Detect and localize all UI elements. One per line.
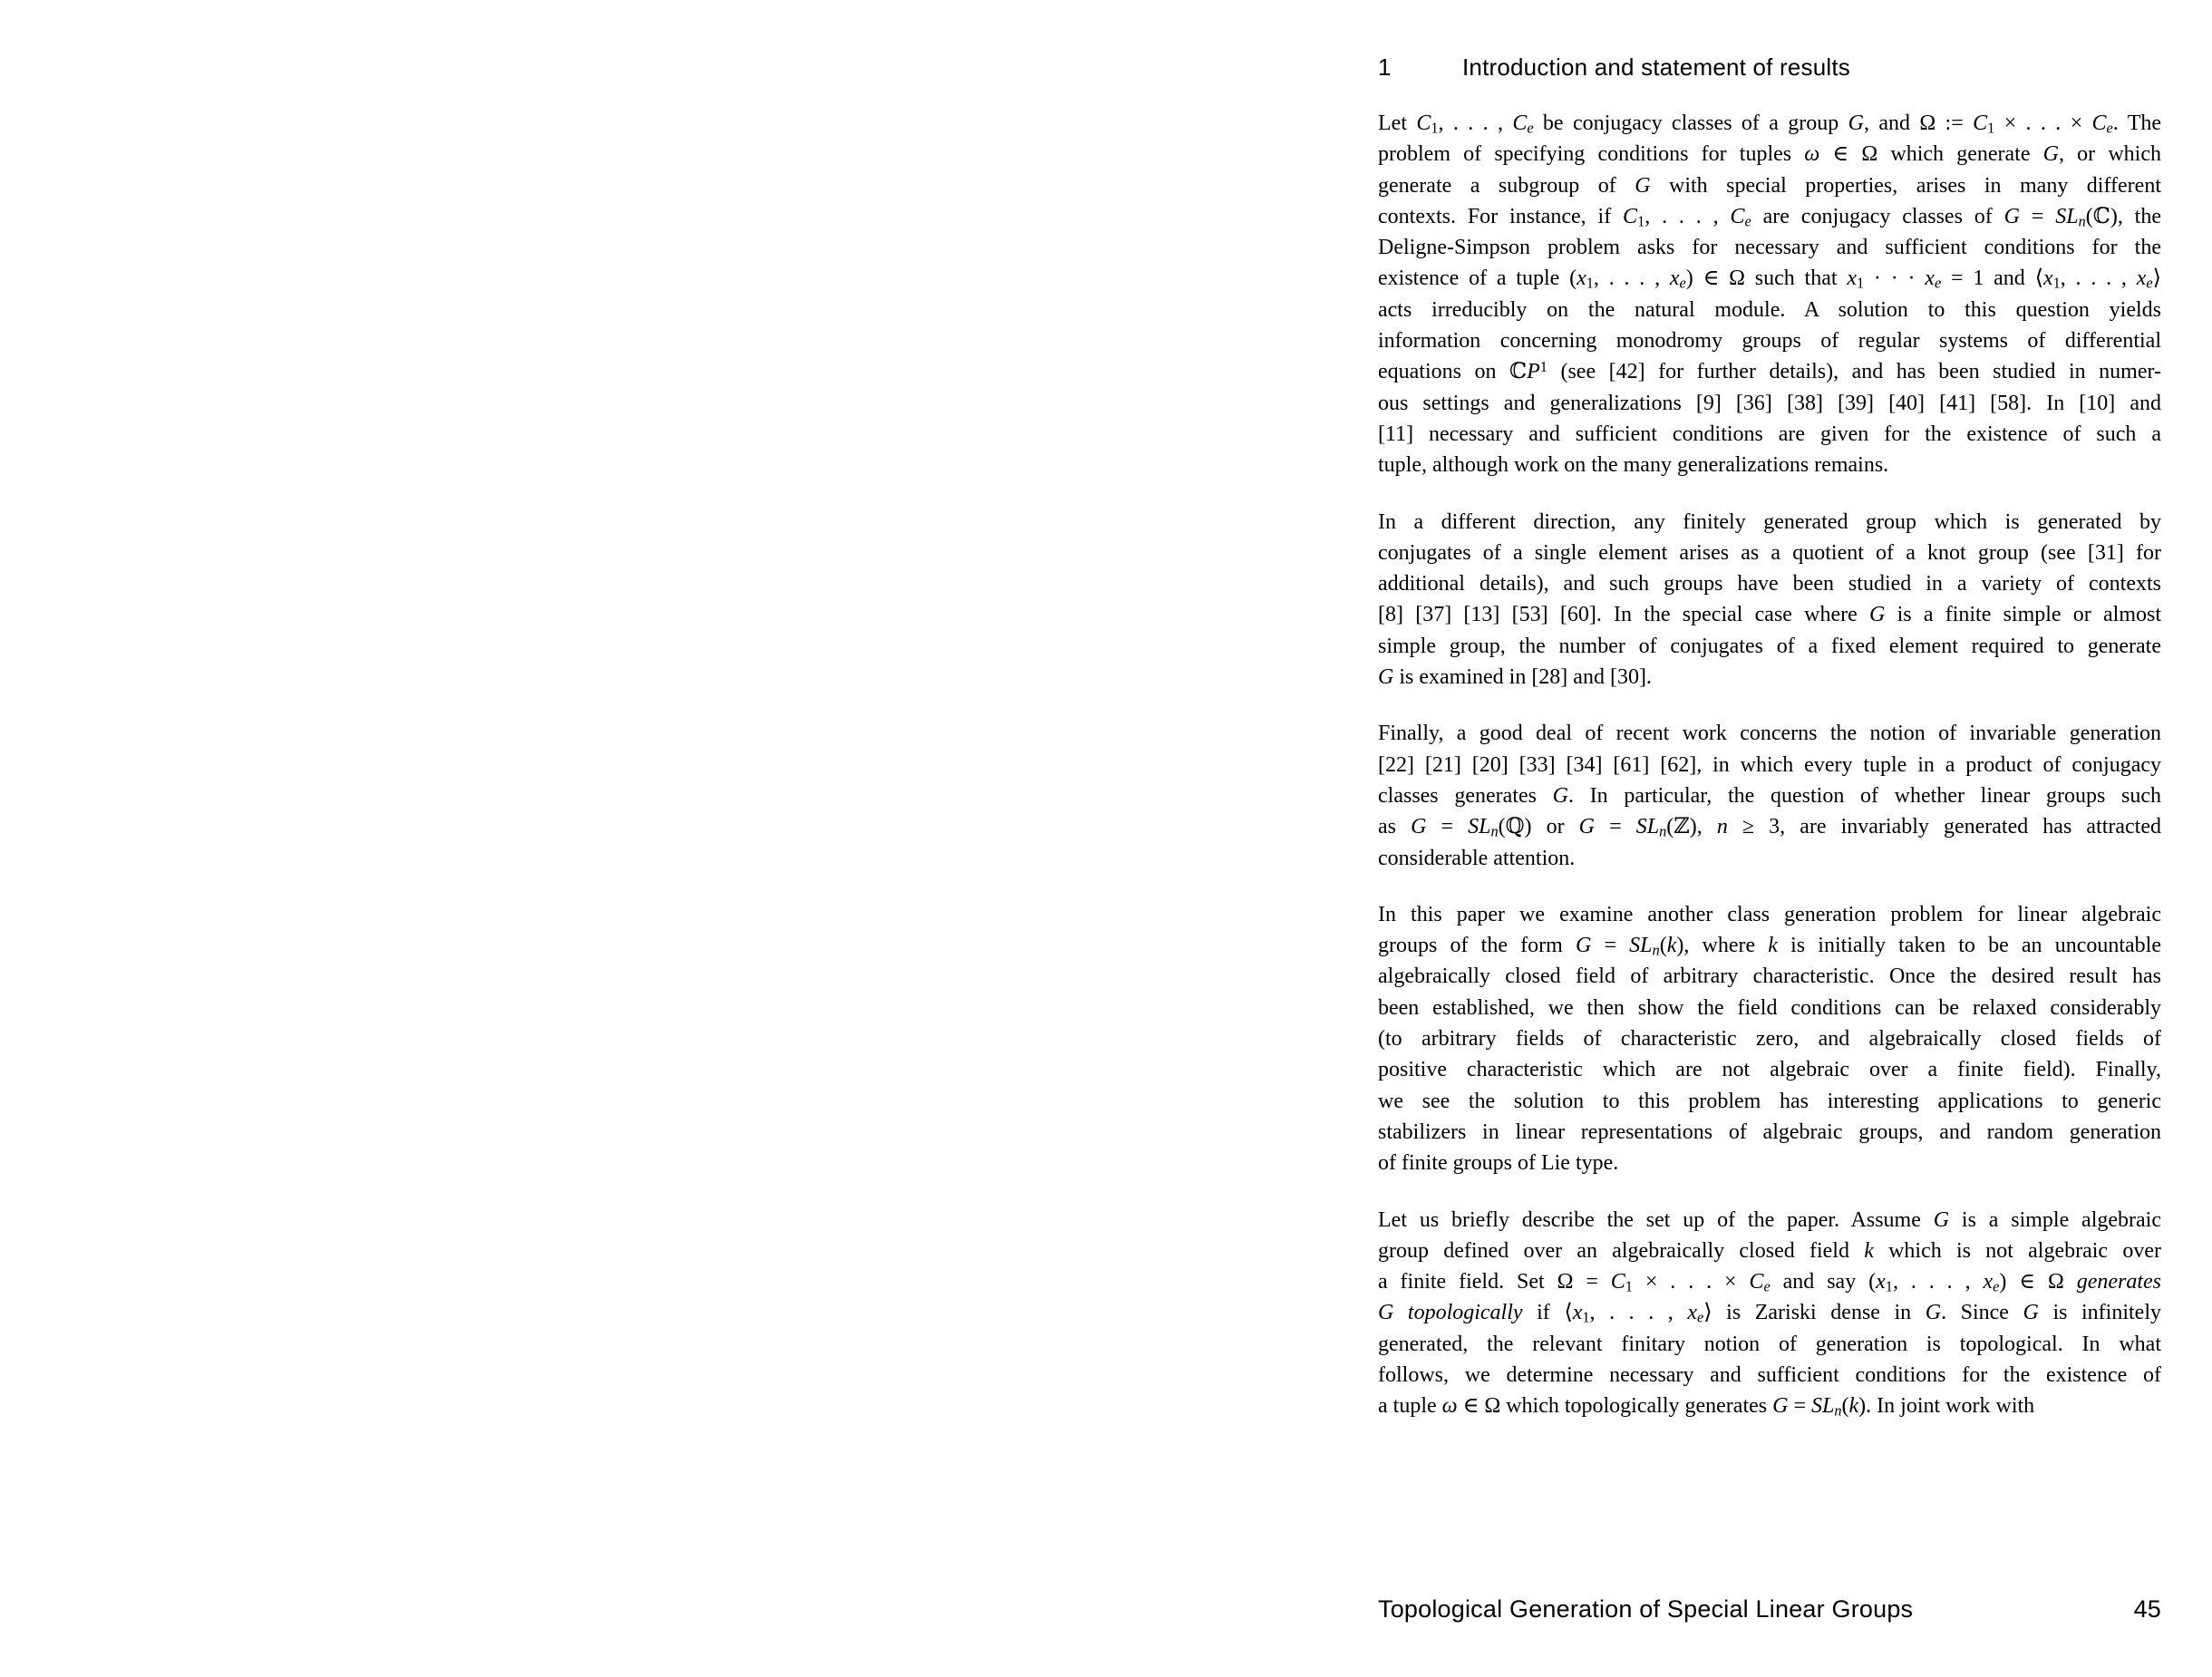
body-line: Finally, a good deal of recent work concerns the notion of invariable generation bbox=[1378, 722, 2161, 746]
paragraph bbox=[1378, 899, 2161, 1179]
body-line: been established, we then show the field conditions can be relaxed considerably bbox=[1378, 995, 2161, 1020]
page-number: 45 bbox=[2133, 1595, 2161, 1623]
body-line: as $G = SL_n(ℚ)$ or $G = SL_n(ℤ)$, n ≥ 3, are invariably generated has attracted bbox=[1378, 815, 2161, 840]
body-line: Let us briefly describe the set up of the paper. Assume G is a simple algebraic bbox=[1378, 1207, 2161, 1232]
body-line: we see the solution to this problem has interesting applications to generic bbox=[1378, 1089, 2161, 1113]
body-line: contexts. For instance, if $C_1$, . . . , $C_e$ are conjugacy classes of $G = SL_n(ℂ)$, the bbox=[1378, 204, 2161, 230]
running-title: Topological Generation of Special Linear Groups bbox=[1378, 1595, 1914, 1623]
body-line: stabilizers in linear representations of algebraic groups, and random generation bbox=[1378, 1120, 2161, 1144]
body-line: (to arbitrary fields of characteristic zero, and algebraically closed fields of bbox=[1378, 1027, 2161, 1052]
body-line: information concerning monodromy groups of regular systems of differential bbox=[1378, 329, 2161, 354]
paragraph bbox=[1378, 1205, 2161, 1422]
body-line: Deligne-Simpson problem asks for necessary and sufficient conditions for the bbox=[1378, 236, 2161, 260]
paragraph bbox=[1378, 507, 2161, 693]
body-line: G is examined in [28] and [30]. bbox=[1378, 665, 1652, 690]
section-title: Introduction and statement of results bbox=[1462, 53, 1850, 81]
body-line: algebraically closed field of arbitrary characteristic. Once the desired result has bbox=[1378, 965, 2161, 989]
body-line: ous settings and generalizations [9] [36] [38] [39] [40] [41] [58]. In [10] and bbox=[1378, 391, 2161, 415]
paragraph bbox=[1378, 718, 2161, 873]
body-line: [11] necessary and sufficient conditions are given for the existence of such a bbox=[1378, 422, 2161, 446]
body-line: a tuple ω ∈ Ω which topologically generates $G = SL_n(k)$. In joint work with bbox=[1378, 1394, 2035, 1420]
body-line: In a different direction, any finitely generated group which is generated by bbox=[1378, 509, 2161, 534]
body-line: G topologically if $⟨x_1$, . . . , $x_e⟩$ is Zariski dense in G. Since G is infinitely bbox=[1378, 1301, 2161, 1326]
body-line: generate a subgroup of G with special properties, arises in many different bbox=[1378, 173, 2161, 198]
body-line: considerable attention. bbox=[1378, 846, 1576, 870]
body-line: a finite field. Set $\Omega = C_1$ × . . . × $C_e$ and say ($x_1$, . . . , $x_e$) ∈ Ω generates bbox=[1378, 1270, 2162, 1295]
page-footer bbox=[1378, 1594, 2161, 1624]
body-line: follows, we determine necessary and sufficient conditions for the existence of bbox=[1378, 1362, 2161, 1387]
body-line: simple group, the number of conjugates of a fixed element required to generate bbox=[1378, 634, 2161, 658]
body-line: generated, the relevant finitary notion of generation is topological. In what bbox=[1378, 1332, 2161, 1356]
body-text bbox=[1378, 108, 2161, 1448]
body-line: problem of specifying conditions for tuples ω ∈ Ω which generate G, or which bbox=[1378, 142, 2161, 167]
body-line: classes generates G. In particular, the question of whether linear groups such bbox=[1378, 783, 2161, 808]
body-line: [8] [37] [13] [53] [60]. In the special case where G is a finite simple or almost bbox=[1378, 603, 2162, 627]
body-line: equations on ℂP$^1$ (see [42] for further details), and has been studied in numer- bbox=[1378, 358, 2161, 384]
body-line: Let $C_1$, . . . , $C_e$ be conjugacy classes of a group G, and Ω := $C_1$ × . . . × $C_e$. The bbox=[1378, 111, 2162, 137]
body-line: In this paper we examine another class generation problem for linear algebraic bbox=[1378, 902, 2161, 926]
body-line: acts irreducibly on the natural module. A solution to this question yields bbox=[1378, 297, 2161, 322]
section-heading bbox=[1378, 53, 2163, 82]
body-line: existence of a tuple ($x_1$, . . . , $x_e$) ∈ Ω such that $x_1$ · · · $x_e = 1$ and $⟨x_1$, . . . , $x_e⟩$ bbox=[1378, 267, 2161, 293]
body-line: [22] [21] [20] [33] [34] [61] [62], in which every tuple in a product of conjugacy bbox=[1378, 752, 2161, 777]
body-line: additional details), and such groups have been studied in a variety of contexts bbox=[1378, 572, 2161, 596]
body-line: group defined over an algebraically closed field k which is not algebraic over bbox=[1378, 1238, 2161, 1263]
body-line: of finite groups of Lie type. bbox=[1378, 1151, 1619, 1176]
body-line: groups of the form $G = SL_n(k)$, where k is initially taken to be an uncountable bbox=[1378, 934, 2162, 959]
section-number: 1 bbox=[1378, 53, 1392, 81]
body-line: tuple, although work on the many generalizations remains. bbox=[1378, 453, 1889, 478]
paragraph bbox=[1378, 108, 2161, 481]
body-line: conjugates of a single element arises as a quotient of a knot group (see [31] for bbox=[1378, 540, 2161, 565]
body-line: positive characteristic which are not algebraic over a finite field). Finally, bbox=[1378, 1058, 2161, 1082]
